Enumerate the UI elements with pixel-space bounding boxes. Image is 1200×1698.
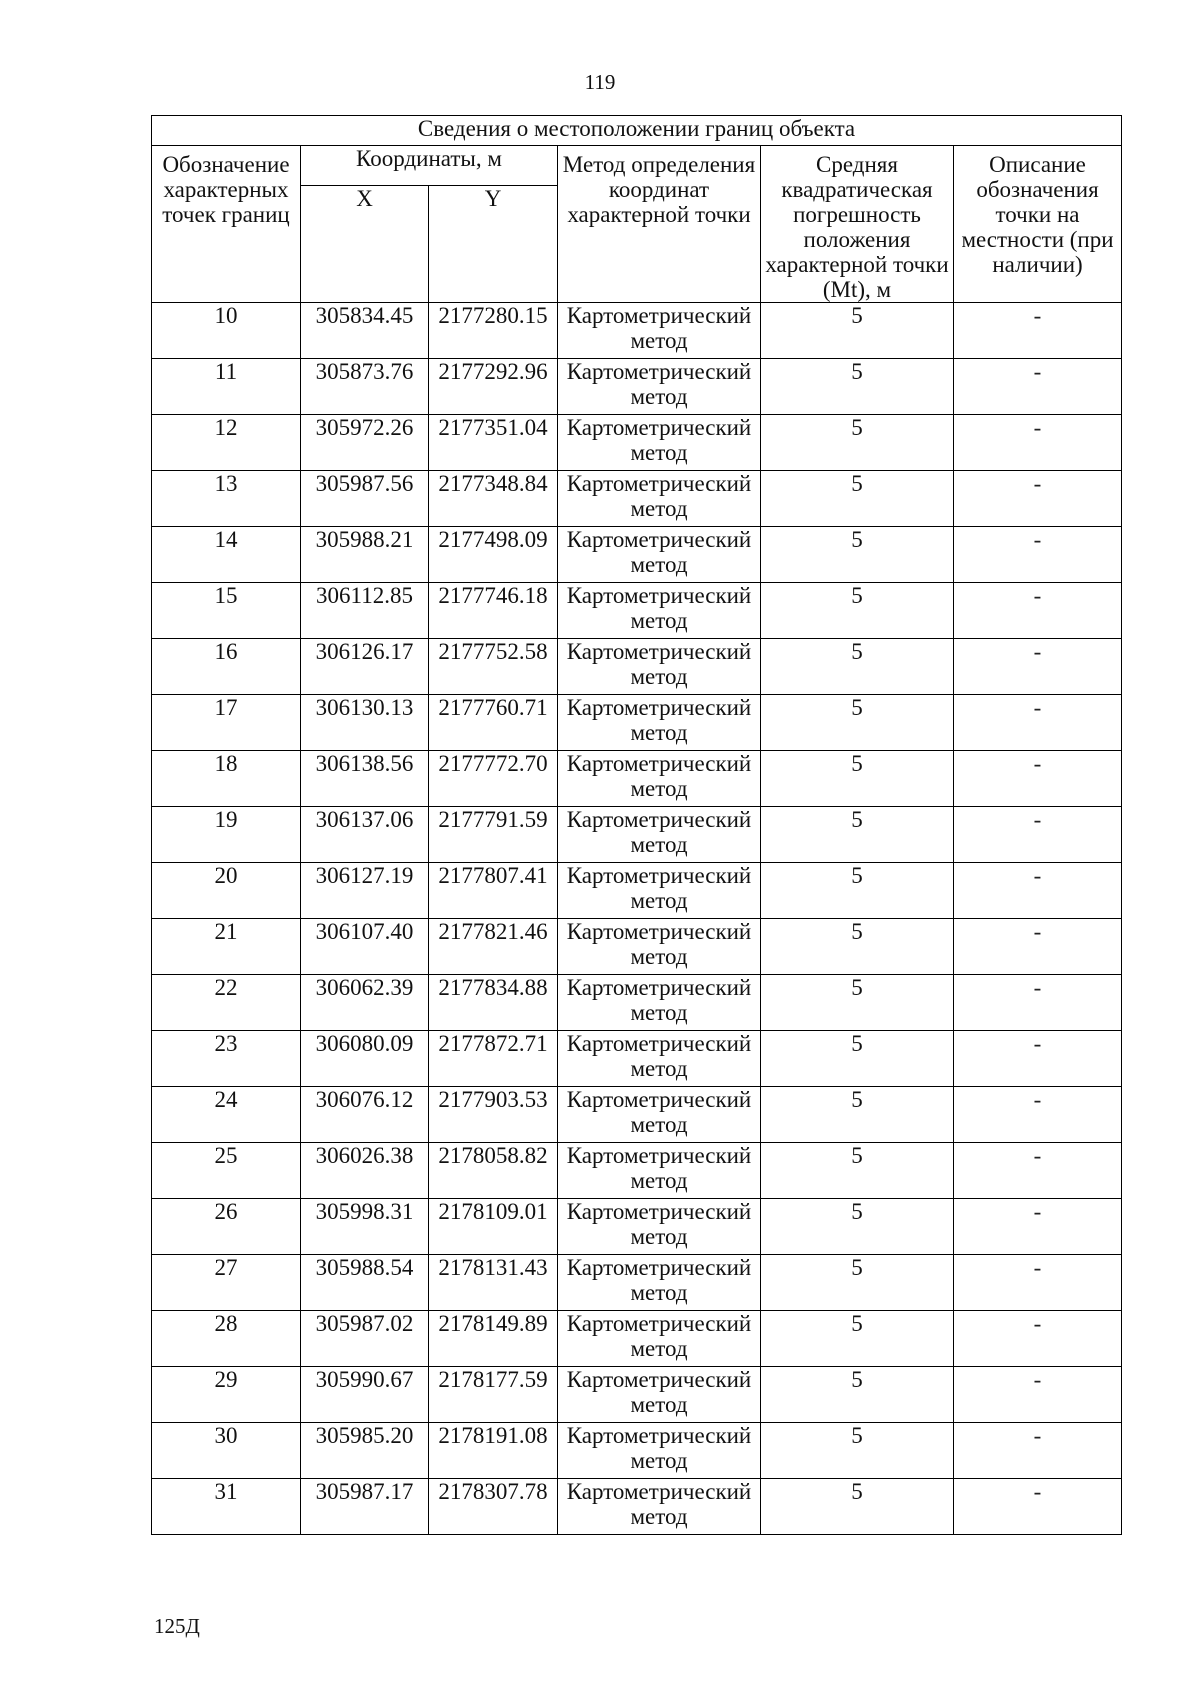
cell-description: - (954, 919, 1122, 975)
table-row (152, 471, 1122, 527)
cell-x: 306076.12 (301, 1087, 429, 1143)
cell-description: - (954, 751, 1122, 807)
cell-point: 17 (152, 695, 301, 751)
cell-x: 306112.85 (301, 583, 429, 639)
cell-error: 5 (761, 1087, 954, 1143)
cell-description: - (954, 863, 1122, 919)
cell-x: 305987.02 (301, 1311, 429, 1367)
table-row (152, 807, 1122, 863)
table-row (152, 583, 1122, 639)
cell-description: - (954, 639, 1122, 695)
cell-point: 27 (152, 1255, 301, 1311)
cell-error: 5 (761, 695, 954, 751)
cell-description: - (954, 303, 1122, 359)
cell-error: 5 (761, 583, 954, 639)
table-row (152, 1367, 1122, 1423)
cell-x: 305972.26 (301, 415, 429, 471)
cell-x: 306062.39 (301, 975, 429, 1031)
cell-method: Картометрический метод (558, 415, 761, 471)
cell-method: Картометрический метод (558, 527, 761, 583)
cell-description: - (954, 975, 1122, 1031)
table-row (152, 303, 1122, 359)
cell-description: - (954, 1087, 1122, 1143)
cell-x: 305987.17 (301, 1479, 429, 1535)
cell-description: - (954, 1367, 1122, 1423)
cell-point: 29 (152, 1367, 301, 1423)
cell-error: 5 (761, 1255, 954, 1311)
cell-error: 5 (761, 415, 954, 471)
cell-point: 10 (152, 303, 301, 359)
cell-y: 2177498.09 (429, 527, 558, 583)
cell-method: Картометрический метод (558, 751, 761, 807)
cell-error: 5 (761, 919, 954, 975)
cell-point: 18 (152, 751, 301, 807)
cell-x: 305998.31 (301, 1199, 429, 1255)
header-error: Средняя квадратическая погрешность положения характерной точки (Mt), м (761, 146, 954, 303)
cell-point: 12 (152, 415, 301, 471)
cell-point: 16 (152, 639, 301, 695)
table-row (152, 1143, 1122, 1199)
cell-y: 2177348.84 (429, 471, 558, 527)
table-row (152, 1255, 1122, 1311)
header-designation: Обозначение характерных точек границ (152, 146, 301, 303)
cell-point: 21 (152, 919, 301, 975)
cell-x: 306107.40 (301, 919, 429, 975)
cell-point: 28 (152, 1311, 301, 1367)
cell-y: 2177746.18 (429, 583, 558, 639)
cell-point: 14 (152, 527, 301, 583)
cell-method: Картометрический метод (558, 471, 761, 527)
cell-x: 305873.76 (301, 359, 429, 415)
cell-method: Картометрический метод (558, 863, 761, 919)
table-row (152, 863, 1122, 919)
cell-y: 2177903.53 (429, 1087, 558, 1143)
table-row (152, 1311, 1122, 1367)
table-body (152, 303, 1122, 1535)
cell-point: 25 (152, 1143, 301, 1199)
table-row (152, 1031, 1122, 1087)
document-code: 125Д (154, 1614, 200, 1638)
cell-description: - (954, 1423, 1122, 1479)
cell-method: Картометрический метод (558, 639, 761, 695)
cell-error: 5 (761, 1031, 954, 1087)
cell-method: Картометрический метод (558, 975, 761, 1031)
table-row (152, 1087, 1122, 1143)
cell-method: Картометрический метод (558, 1031, 761, 1087)
cell-method: Картометрический метод (558, 1479, 761, 1535)
cell-error: 5 (761, 1423, 954, 1479)
cell-x: 306127.19 (301, 863, 429, 919)
cell-description: - (954, 415, 1122, 471)
cell-method: Картометрический метод (558, 359, 761, 415)
cell-error: 5 (761, 1479, 954, 1535)
cell-error: 5 (761, 1367, 954, 1423)
header-y: Y (429, 186, 558, 303)
cell-error: 5 (761, 975, 954, 1031)
cell-x: 305987.56 (301, 471, 429, 527)
page-number: 119 (584, 70, 616, 94)
cell-point: 13 (152, 471, 301, 527)
cell-y: 2177791.59 (429, 807, 558, 863)
header-coordinates: Координаты, м (301, 146, 558, 186)
cell-description: - (954, 695, 1122, 751)
table-row (152, 1479, 1122, 1535)
cell-point: 24 (152, 1087, 301, 1143)
cell-description: - (954, 359, 1122, 415)
cell-method: Картометрический метод (558, 1311, 761, 1367)
cell-point: 20 (152, 863, 301, 919)
cell-description: - (954, 583, 1122, 639)
cell-point: 31 (152, 1479, 301, 1535)
cell-x: 305985.20 (301, 1423, 429, 1479)
cell-method: Картометрический метод (558, 1143, 761, 1199)
cell-error: 5 (761, 1143, 954, 1199)
cell-y: 2178307.78 (429, 1479, 558, 1535)
cell-description: - (954, 471, 1122, 527)
cell-point: 26 (152, 1199, 301, 1255)
cell-y: 2178191.08 (429, 1423, 558, 1479)
table-row (152, 695, 1122, 751)
cell-point: 23 (152, 1031, 301, 1087)
cell-y: 2177292.96 (429, 359, 558, 415)
cell-point: 11 (152, 359, 301, 415)
cell-point: 22 (152, 975, 301, 1031)
cell-x: 305990.67 (301, 1367, 429, 1423)
cell-y: 2177760.71 (429, 695, 558, 751)
cell-description: - (954, 527, 1122, 583)
cell-description: - (954, 1255, 1122, 1311)
cell-method: Картометрический метод (558, 1367, 761, 1423)
cell-y: 2177351.04 (429, 415, 558, 471)
table-row (152, 527, 1122, 583)
table-row (152, 639, 1122, 695)
cell-y: 2178131.43 (429, 1255, 558, 1311)
cell-method: Картометрический метод (558, 1423, 761, 1479)
cell-error: 5 (761, 639, 954, 695)
table-row (152, 415, 1122, 471)
cell-error: 5 (761, 471, 954, 527)
cell-y: 2177280.15 (429, 303, 558, 359)
table-row (152, 751, 1122, 807)
cell-x: 306137.06 (301, 807, 429, 863)
cell-method: Картометрический метод (558, 807, 761, 863)
cell-x: 306138.56 (301, 751, 429, 807)
cell-y: 2178177.59 (429, 1367, 558, 1423)
cell-method: Картометрический метод (558, 1255, 761, 1311)
cell-description: - (954, 1143, 1122, 1199)
cell-method: Картометрический метод (558, 1199, 761, 1255)
cell-y: 2178058.82 (429, 1143, 558, 1199)
cell-error: 5 (761, 359, 954, 415)
cell-error: 5 (761, 527, 954, 583)
table-row (152, 1423, 1122, 1479)
cell-error: 5 (761, 863, 954, 919)
cell-y: 2177807.41 (429, 863, 558, 919)
cell-method: Картометрический метод (558, 583, 761, 639)
cell-method: Картометрический метод (558, 303, 761, 359)
cell-x: 305834.45 (301, 303, 429, 359)
cell-x: 306130.13 (301, 695, 429, 751)
cell-error: 5 (761, 1199, 954, 1255)
boundary-table (151, 115, 1122, 1535)
cell-error: 5 (761, 1311, 954, 1367)
table-row (152, 975, 1122, 1031)
table-row (152, 359, 1122, 415)
table-title: Сведения о местоположении границ объекта (152, 116, 1122, 146)
table-row (152, 1199, 1122, 1255)
cell-x: 305988.54 (301, 1255, 429, 1311)
cell-method: Картометрический метод (558, 1087, 761, 1143)
table-row (152, 919, 1122, 975)
cell-y: 2177821.46 (429, 919, 558, 975)
cell-x: 306126.17 (301, 639, 429, 695)
cell-y: 2177834.88 (429, 975, 558, 1031)
cell-description: - (954, 1311, 1122, 1367)
header-description: Описание обозначения точки на местности (при наличии) (954, 146, 1122, 303)
cell-x: 306026.38 (301, 1143, 429, 1199)
cell-y: 2178149.89 (429, 1311, 558, 1367)
cell-description: - (954, 1479, 1122, 1535)
cell-x: 306080.09 (301, 1031, 429, 1087)
cell-y: 2178109.01 (429, 1199, 558, 1255)
cell-description: - (954, 807, 1122, 863)
cell-error: 5 (761, 807, 954, 863)
header-x: X (301, 186, 429, 303)
cell-point: 19 (152, 807, 301, 863)
cell-method: Картометрический метод (558, 695, 761, 751)
cell-y: 2177772.70 (429, 751, 558, 807)
cell-point: 30 (152, 1423, 301, 1479)
cell-y: 2177752.58 (429, 639, 558, 695)
cell-point: 15 (152, 583, 301, 639)
cell-y: 2177872.71 (429, 1031, 558, 1087)
cell-error: 5 (761, 303, 954, 359)
cell-error: 5 (761, 751, 954, 807)
cell-x: 305988.21 (301, 527, 429, 583)
cell-description: - (954, 1031, 1122, 1087)
cell-method: Картометрический метод (558, 919, 761, 975)
cell-description: - (954, 1199, 1122, 1255)
header-method: Метод определения координат характерной точки (558, 146, 761, 303)
